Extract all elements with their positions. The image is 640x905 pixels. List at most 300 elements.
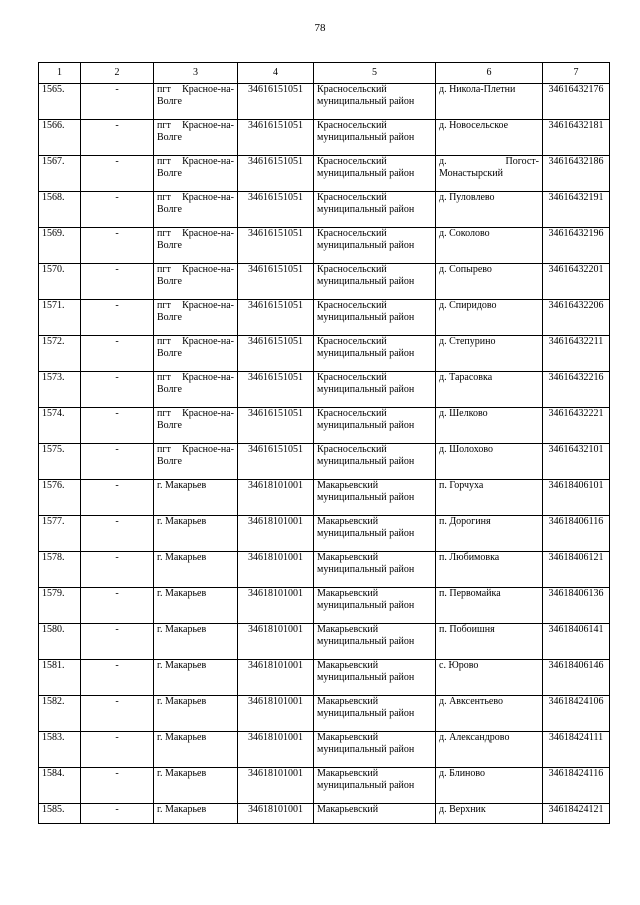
table-row bbox=[39, 588, 610, 624]
dash-cell bbox=[81, 732, 154, 768]
district-cell bbox=[314, 336, 436, 372]
oktmo-code: 34616151051 bbox=[248, 408, 303, 419]
oktmo-code: 34618101001 bbox=[248, 660, 303, 671]
dash-cell bbox=[81, 120, 154, 156]
settlement-line-1: пгт Красное-на- bbox=[157, 408, 234, 419]
table-row bbox=[39, 660, 610, 696]
dash-value: - bbox=[115, 84, 119, 95]
locality-code: 34618424111 bbox=[548, 732, 604, 743]
locality-code: 34616432206 bbox=[548, 300, 604, 311]
district-line-1: Макарьевский bbox=[317, 516, 379, 527]
dash-value: - bbox=[115, 228, 119, 239]
locality-cell bbox=[436, 624, 543, 660]
column-header-7: 7 bbox=[543, 63, 610, 84]
locality-line-1: п. Первомайка bbox=[439, 588, 501, 599]
district-line-2: муниципальный район bbox=[317, 96, 415, 107]
district-line-1: Макарьевский bbox=[317, 624, 379, 635]
dash-value: - bbox=[115, 624, 119, 635]
table-row bbox=[39, 264, 610, 300]
settlement-line-1: пгт Красное-на- bbox=[157, 444, 234, 455]
district-cell bbox=[314, 588, 436, 624]
locality-cell bbox=[436, 408, 543, 444]
code-cell bbox=[543, 336, 610, 372]
dash-value: - bbox=[115, 192, 119, 203]
district-line-1: Макарьевский bbox=[317, 804, 379, 815]
district-cell bbox=[314, 480, 436, 516]
settlement-cell bbox=[154, 552, 238, 588]
code-cell bbox=[543, 804, 610, 824]
row-number-cell bbox=[39, 120, 81, 156]
settlement-line-1: г. Макарьев bbox=[157, 516, 207, 527]
row-number-cell bbox=[39, 552, 81, 588]
dash-cell bbox=[81, 444, 154, 480]
locality-code: 34616432186 bbox=[548, 156, 604, 167]
district-line-1: Макарьевский bbox=[317, 588, 379, 599]
settlement-line-1: г. Макарьев bbox=[157, 732, 207, 743]
settlement-cell bbox=[154, 300, 238, 336]
locality-cell bbox=[436, 192, 543, 228]
settlement-line-2: Волге bbox=[157, 456, 182, 467]
district-line-2: муниципальный район bbox=[317, 708, 415, 719]
row-number: 1575. bbox=[42, 444, 65, 455]
locality-code: 34616432176 bbox=[548, 84, 604, 95]
code-cell bbox=[543, 624, 610, 660]
settlement-line-2: Волге bbox=[157, 204, 182, 215]
district-cell bbox=[314, 120, 436, 156]
dash-value: - bbox=[115, 336, 119, 347]
dash-value: - bbox=[115, 156, 119, 167]
locality-line-1: п. Побоишня bbox=[439, 624, 495, 635]
table-row bbox=[39, 804, 610, 824]
code-cell bbox=[543, 696, 610, 732]
row-number-cell bbox=[39, 192, 81, 228]
dash-value: - bbox=[115, 372, 119, 383]
district-line-1: Макарьевский bbox=[317, 696, 379, 707]
oktmo-code: 34618101001 bbox=[248, 696, 303, 707]
district-cell bbox=[314, 804, 436, 824]
row-number-cell bbox=[39, 444, 81, 480]
row-number: 1583. bbox=[42, 732, 65, 743]
oktmo-cell bbox=[238, 228, 314, 264]
row-number: 1585. bbox=[42, 804, 65, 815]
settlement-cell bbox=[154, 516, 238, 552]
table-row bbox=[39, 192, 610, 228]
district-line-2: муниципальный район bbox=[317, 240, 415, 251]
settlement-cell bbox=[154, 624, 238, 660]
locality-line-1: д. Блиново bbox=[439, 768, 486, 779]
table-row bbox=[39, 732, 610, 768]
district-cell bbox=[314, 624, 436, 660]
row-number-cell bbox=[39, 516, 81, 552]
locality-code: 34618406116 bbox=[548, 516, 604, 527]
settlement-line-2: Волге bbox=[157, 240, 182, 251]
settlement-line-2: Волге bbox=[157, 168, 182, 179]
district-line-2: муниципальный район bbox=[317, 744, 415, 755]
dash-value: - bbox=[115, 480, 119, 491]
locality-code: 34618406136 bbox=[548, 588, 604, 599]
settlement-cell bbox=[154, 156, 238, 192]
dash-value: - bbox=[115, 768, 119, 779]
oktmo-cell bbox=[238, 408, 314, 444]
locality-line-1: д. Шолохово bbox=[439, 444, 494, 455]
table-row bbox=[39, 120, 610, 156]
row-number-cell bbox=[39, 804, 81, 824]
district-line-1: Красносельский bbox=[317, 372, 387, 383]
district-cell bbox=[314, 156, 436, 192]
row-number: 1579. bbox=[42, 588, 65, 599]
settlement-line-1: пгт Красное-на- bbox=[157, 264, 234, 275]
district-cell bbox=[314, 768, 436, 804]
district-line-1: Макарьевский bbox=[317, 732, 379, 743]
dash-cell bbox=[81, 156, 154, 192]
oktmo-code: 34616151051 bbox=[248, 336, 303, 347]
oktmo-code: 34616151051 bbox=[248, 84, 303, 95]
district-cell bbox=[314, 300, 436, 336]
locality-cell bbox=[436, 228, 543, 264]
row-number-cell bbox=[39, 660, 81, 696]
locality-code: 34616432216 bbox=[548, 372, 604, 383]
row-number-cell bbox=[39, 588, 81, 624]
dash-value: - bbox=[115, 552, 119, 563]
row-number: 1582. bbox=[42, 696, 65, 707]
district-cell bbox=[314, 516, 436, 552]
settlement-cell bbox=[154, 732, 238, 768]
column-header-5: 5 bbox=[314, 63, 436, 84]
code-cell bbox=[543, 300, 610, 336]
oktmo-cell bbox=[238, 804, 314, 824]
district-cell bbox=[314, 660, 436, 696]
dash-value: - bbox=[115, 588, 119, 599]
code-cell bbox=[543, 408, 610, 444]
table-row bbox=[39, 156, 610, 192]
district-line-1: Макарьевский bbox=[317, 660, 379, 671]
oktmo-cell bbox=[238, 660, 314, 696]
locality-cell bbox=[436, 804, 543, 824]
row-number: 1576. bbox=[42, 480, 65, 491]
district-line-2: муниципальный район bbox=[317, 672, 415, 683]
row-number: 1577. bbox=[42, 516, 65, 527]
row-number-cell bbox=[39, 696, 81, 732]
dash-cell bbox=[81, 480, 154, 516]
settlement-line-1: пгт Красное-на- bbox=[157, 228, 234, 239]
oktmo-code: 34616151051 bbox=[248, 120, 303, 131]
row-number: 1569. bbox=[42, 228, 65, 239]
row-number-cell bbox=[39, 768, 81, 804]
oktmo-code: 34618101001 bbox=[248, 480, 303, 491]
settlement-line-1: пгт Красное-на- bbox=[157, 156, 234, 167]
oktmo-code: 34616151051 bbox=[248, 264, 303, 275]
row-number-cell bbox=[39, 264, 81, 300]
locality-line-1: д. Шелково bbox=[439, 408, 488, 419]
district-line-1: Макарьевский bbox=[317, 480, 379, 491]
oktmo-code: 34618101001 bbox=[248, 804, 303, 815]
district-line-1: Красносельский bbox=[317, 156, 387, 167]
settlement-line-1: г. Макарьев bbox=[157, 552, 207, 563]
locality-cell bbox=[436, 300, 543, 336]
row-number-cell bbox=[39, 480, 81, 516]
settlement-cell bbox=[154, 768, 238, 804]
row-number: 1572. bbox=[42, 336, 65, 347]
settlement-cell bbox=[154, 192, 238, 228]
district-line-2: муниципальный район bbox=[317, 132, 415, 143]
oktmo-cell bbox=[238, 588, 314, 624]
dash-value: - bbox=[115, 300, 119, 311]
locality-code: 34616432211 bbox=[548, 336, 604, 347]
oktmo-cell bbox=[238, 732, 314, 768]
settlement-line-2: Волге bbox=[157, 384, 182, 395]
table-row bbox=[39, 408, 610, 444]
locality-line-1: д. Погост- bbox=[439, 156, 539, 167]
settlement-cell bbox=[154, 696, 238, 732]
table-row bbox=[39, 336, 610, 372]
dash-cell bbox=[81, 300, 154, 336]
oktmo-code: 34618101001 bbox=[248, 624, 303, 635]
code-cell bbox=[543, 660, 610, 696]
dash-cell bbox=[81, 192, 154, 228]
row-number-cell bbox=[39, 408, 81, 444]
settlement-line-1: г. Макарьев bbox=[157, 768, 207, 779]
locality-code: 34616432181 bbox=[548, 120, 604, 131]
locality-line-1: д. Авксентьево bbox=[439, 696, 504, 707]
dash-value: - bbox=[115, 516, 119, 527]
locality-line-1: с. Юрово bbox=[439, 660, 479, 671]
dash-value: - bbox=[115, 804, 119, 815]
settlement-line-1: г. Макарьев bbox=[157, 624, 207, 635]
oktmo-cell bbox=[238, 300, 314, 336]
district-line-1: Красносельский bbox=[317, 300, 387, 311]
row-number-cell bbox=[39, 228, 81, 264]
locality-line-1: п. Горчуха bbox=[439, 480, 484, 491]
locality-code: 34618406121 bbox=[548, 552, 604, 563]
district-line-2: муниципальный район bbox=[317, 348, 415, 359]
dash-value: - bbox=[115, 696, 119, 707]
locality-cell bbox=[436, 120, 543, 156]
dash-cell bbox=[81, 84, 154, 120]
dash-cell bbox=[81, 372, 154, 408]
settlement-cell bbox=[154, 804, 238, 824]
settlement-line-2: Волге bbox=[157, 348, 182, 359]
locality-cell bbox=[436, 264, 543, 300]
locality-cell bbox=[436, 696, 543, 732]
oktmo-cell bbox=[238, 264, 314, 300]
dash-cell bbox=[81, 660, 154, 696]
locality-line-1: д. Тарасовка bbox=[439, 372, 493, 383]
dash-value: - bbox=[115, 444, 119, 455]
row-number-cell bbox=[39, 372, 81, 408]
table-row bbox=[39, 444, 610, 480]
oktmo-cell bbox=[238, 336, 314, 372]
table-row bbox=[39, 552, 610, 588]
district-line-1: Красносельский bbox=[317, 120, 387, 131]
locality-code: 34618406141 bbox=[548, 624, 604, 635]
oktmo-code: 34616151051 bbox=[248, 444, 303, 455]
oktmo-code: 34618101001 bbox=[248, 552, 303, 563]
dash-value: - bbox=[115, 660, 119, 671]
locality-line-1: д. Александрово bbox=[439, 732, 510, 743]
district-line-1: Красносельский bbox=[317, 408, 387, 419]
district-cell bbox=[314, 408, 436, 444]
oktmo-code: 34616151051 bbox=[248, 228, 303, 239]
dash-cell bbox=[81, 768, 154, 804]
table-row bbox=[39, 372, 610, 408]
district-line-2: муниципальный район bbox=[317, 204, 415, 215]
settlement-line-1: пгт Красное-на- bbox=[157, 372, 234, 383]
table-row bbox=[39, 480, 610, 516]
oktmo-code: 34618101001 bbox=[248, 588, 303, 599]
locality-cell bbox=[436, 84, 543, 120]
district-cell bbox=[314, 732, 436, 768]
row-number-cell bbox=[39, 732, 81, 768]
locality-line-1: д. Верхник bbox=[439, 804, 486, 815]
settlement-line-1: г. Макарьев bbox=[157, 480, 207, 491]
locality-line-1: д. Спиридово bbox=[439, 300, 497, 311]
locality-line-1: д. Пуловлево bbox=[439, 192, 495, 203]
locality-code: 34618424121 bbox=[548, 804, 604, 815]
oktmo-code: 34616151051 bbox=[248, 372, 303, 383]
district-line-2: муниципальный район bbox=[317, 384, 415, 395]
column-header-3: 3 bbox=[154, 63, 238, 84]
settlement-line-2: Волге bbox=[157, 420, 182, 431]
oktmo-cell bbox=[238, 696, 314, 732]
dash-value: - bbox=[115, 732, 119, 743]
code-cell bbox=[543, 768, 610, 804]
column-header-4: 4 bbox=[238, 63, 314, 84]
settlement-line-1: пгт Красное-на- bbox=[157, 84, 234, 95]
locality-code: 34618406101 bbox=[548, 480, 604, 491]
locality-code: 34616432196 bbox=[548, 228, 604, 239]
oktmo-code: 34618101001 bbox=[248, 768, 303, 779]
row-number-cell bbox=[39, 624, 81, 660]
district-cell bbox=[314, 372, 436, 408]
settlement-cell bbox=[154, 336, 238, 372]
oktmo-cell bbox=[238, 768, 314, 804]
dash-value: - bbox=[115, 120, 119, 131]
locality-code: 34618424116 bbox=[548, 768, 604, 779]
table-row bbox=[39, 228, 610, 264]
row-number-cell bbox=[39, 300, 81, 336]
dash-cell bbox=[81, 408, 154, 444]
oktmo-cell bbox=[238, 552, 314, 588]
locality-cell bbox=[436, 588, 543, 624]
code-cell bbox=[543, 264, 610, 300]
locality-cell bbox=[436, 444, 543, 480]
settlement-cell bbox=[154, 660, 238, 696]
locality-cell bbox=[436, 480, 543, 516]
district-cell bbox=[314, 228, 436, 264]
district-line-2: муниципальный район bbox=[317, 780, 415, 791]
row-number: 1567. bbox=[42, 156, 65, 167]
locality-code: 34616432221 bbox=[548, 408, 604, 419]
settlement-cell bbox=[154, 480, 238, 516]
row-number-cell bbox=[39, 84, 81, 120]
settlement-line-1: г. Макарьев bbox=[157, 804, 207, 815]
table-row bbox=[39, 516, 610, 552]
district-line-2: муниципальный район bbox=[317, 528, 415, 539]
locality-cell bbox=[436, 156, 543, 192]
dash-cell bbox=[81, 804, 154, 824]
locality-line-1: д. Сопырево bbox=[439, 264, 492, 275]
row-number-cell bbox=[39, 336, 81, 372]
settlement-line-1: г. Макарьев bbox=[157, 660, 207, 671]
settlement-cell bbox=[154, 588, 238, 624]
code-cell bbox=[543, 552, 610, 588]
settlement-cell bbox=[154, 264, 238, 300]
row-number: 1578. bbox=[42, 552, 65, 563]
dash-value: - bbox=[115, 408, 119, 419]
locality-cell bbox=[436, 732, 543, 768]
settlement-line-1: пгт Красное-на- bbox=[157, 120, 234, 131]
dash-value: - bbox=[115, 264, 119, 275]
table-row bbox=[39, 768, 610, 804]
oktmo-cell bbox=[238, 192, 314, 228]
code-cell bbox=[543, 228, 610, 264]
row-number: 1573. bbox=[42, 372, 65, 383]
dash-cell bbox=[81, 336, 154, 372]
table-row bbox=[39, 300, 610, 336]
settlement-cell bbox=[154, 84, 238, 120]
settlements-table bbox=[38, 62, 610, 824]
code-cell bbox=[543, 120, 610, 156]
dash-cell bbox=[81, 624, 154, 660]
settlement-line-1: пгт Красное-на- bbox=[157, 192, 234, 203]
district-line-1: Макарьевский bbox=[317, 552, 379, 563]
district-line-2: муниципальный район bbox=[317, 168, 415, 179]
row-number: 1568. bbox=[42, 192, 65, 203]
district-cell bbox=[314, 192, 436, 228]
oktmo-code: 34616151051 bbox=[248, 156, 303, 167]
oktmo-cell bbox=[238, 480, 314, 516]
dash-cell bbox=[81, 552, 154, 588]
settlement-cell bbox=[154, 120, 238, 156]
settlement-line-1: г. Макарьев bbox=[157, 696, 207, 707]
code-cell bbox=[543, 372, 610, 408]
oktmo-code: 34618101001 bbox=[248, 516, 303, 527]
oktmo-cell bbox=[238, 624, 314, 660]
district-line-2: муниципальный район bbox=[317, 600, 415, 611]
settlement-cell bbox=[154, 372, 238, 408]
district-cell bbox=[314, 444, 436, 480]
oktmo-cell bbox=[238, 120, 314, 156]
table-row bbox=[39, 84, 610, 120]
column-header-2: 2 bbox=[81, 63, 154, 84]
code-cell bbox=[543, 84, 610, 120]
district-line-1: Красносельский bbox=[317, 336, 387, 347]
locality-line-1: д. Степурино bbox=[439, 336, 496, 347]
locality-code: 34616432201 bbox=[548, 264, 604, 275]
district-cell bbox=[314, 84, 436, 120]
oktmo-cell bbox=[238, 444, 314, 480]
column-header-1: 1 bbox=[39, 63, 81, 84]
settlement-cell bbox=[154, 228, 238, 264]
district-line-2: муниципальный район bbox=[317, 420, 415, 431]
row-number: 1584. bbox=[42, 768, 65, 779]
locality-line-1: д. Соколово bbox=[439, 228, 490, 239]
code-cell bbox=[543, 516, 610, 552]
district-line-1: Красносельский bbox=[317, 264, 387, 275]
district-line-1: Красносельский bbox=[317, 228, 387, 239]
settlement-line-2: Волге bbox=[157, 132, 182, 143]
locality-line-1: п. Дорогиня bbox=[439, 516, 491, 527]
locality-code: 34616432101 bbox=[548, 444, 604, 455]
oktmo-cell bbox=[238, 156, 314, 192]
dash-cell bbox=[81, 696, 154, 732]
row-number: 1565. bbox=[42, 84, 65, 95]
district-line-2: муниципальный район bbox=[317, 564, 415, 575]
row-number: 1581. bbox=[42, 660, 65, 671]
row-number: 1571. bbox=[42, 300, 65, 311]
locality-code: 34618424106 bbox=[548, 696, 604, 707]
code-cell bbox=[543, 480, 610, 516]
